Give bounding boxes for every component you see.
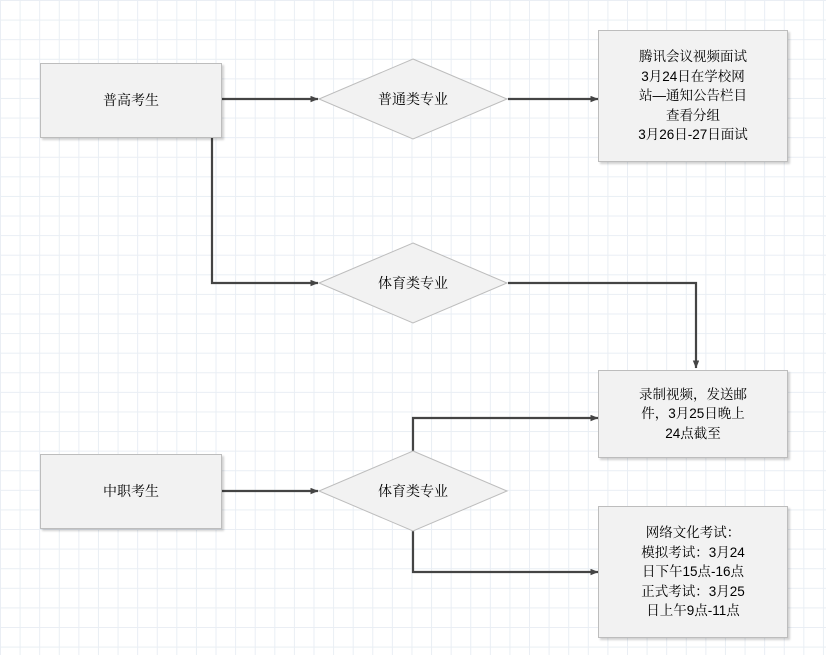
edge-gaokao-to-tiyu: [212, 138, 318, 283]
note-line: 查看分组: [666, 107, 720, 123]
node-putong-zhuanye[interactable]: [318, 58, 508, 140]
note-line: 模拟考试：3月24: [641, 544, 745, 560]
note-line: 腾讯会议视频面试: [639, 49, 747, 65]
note-line: 件，3月25日晚上: [641, 406, 745, 422]
note-record-video[interactable]: [598, 370, 788, 458]
note-line: 日下午15点-16点: [641, 564, 745, 580]
note-line: 站—通知公告栏目: [639, 88, 747, 104]
node-zhongzhi-kaosheng[interactable]: [40, 454, 222, 529]
node-putong-kaosheng[interactable]: [40, 63, 222, 138]
note-line: 录制视频，发送邮: [639, 386, 747, 402]
node-label: 中职考生: [103, 482, 159, 499]
node-tiyu-zhuanye-zhongzhi[interactable]: [318, 450, 508, 532]
note-line: 3月26日-27日面试: [638, 127, 748, 143]
edge-tiyu-to-note2: [508, 283, 696, 368]
note-online-culture-exam[interactable]: [598, 506, 788, 638]
node-label: 体育类专业: [378, 483, 448, 499]
node-tiyu-zhuanye-gaokao[interactable]: [318, 242, 508, 324]
note-tengxun-interview[interactable]: [598, 30, 788, 162]
note-line: 日上午9点-11点: [646, 603, 740, 619]
note-line: 24点截至: [665, 425, 721, 441]
note-line: 3月24日在学校网: [641, 68, 745, 84]
node-label: 普通类专业: [378, 91, 448, 107]
node-label: 体育类专业: [378, 275, 448, 291]
node-label: 普高考生: [103, 91, 159, 108]
note-line: 网络文化考试：: [645, 525, 741, 541]
note-line: 正式考试：3月25: [641, 583, 745, 599]
